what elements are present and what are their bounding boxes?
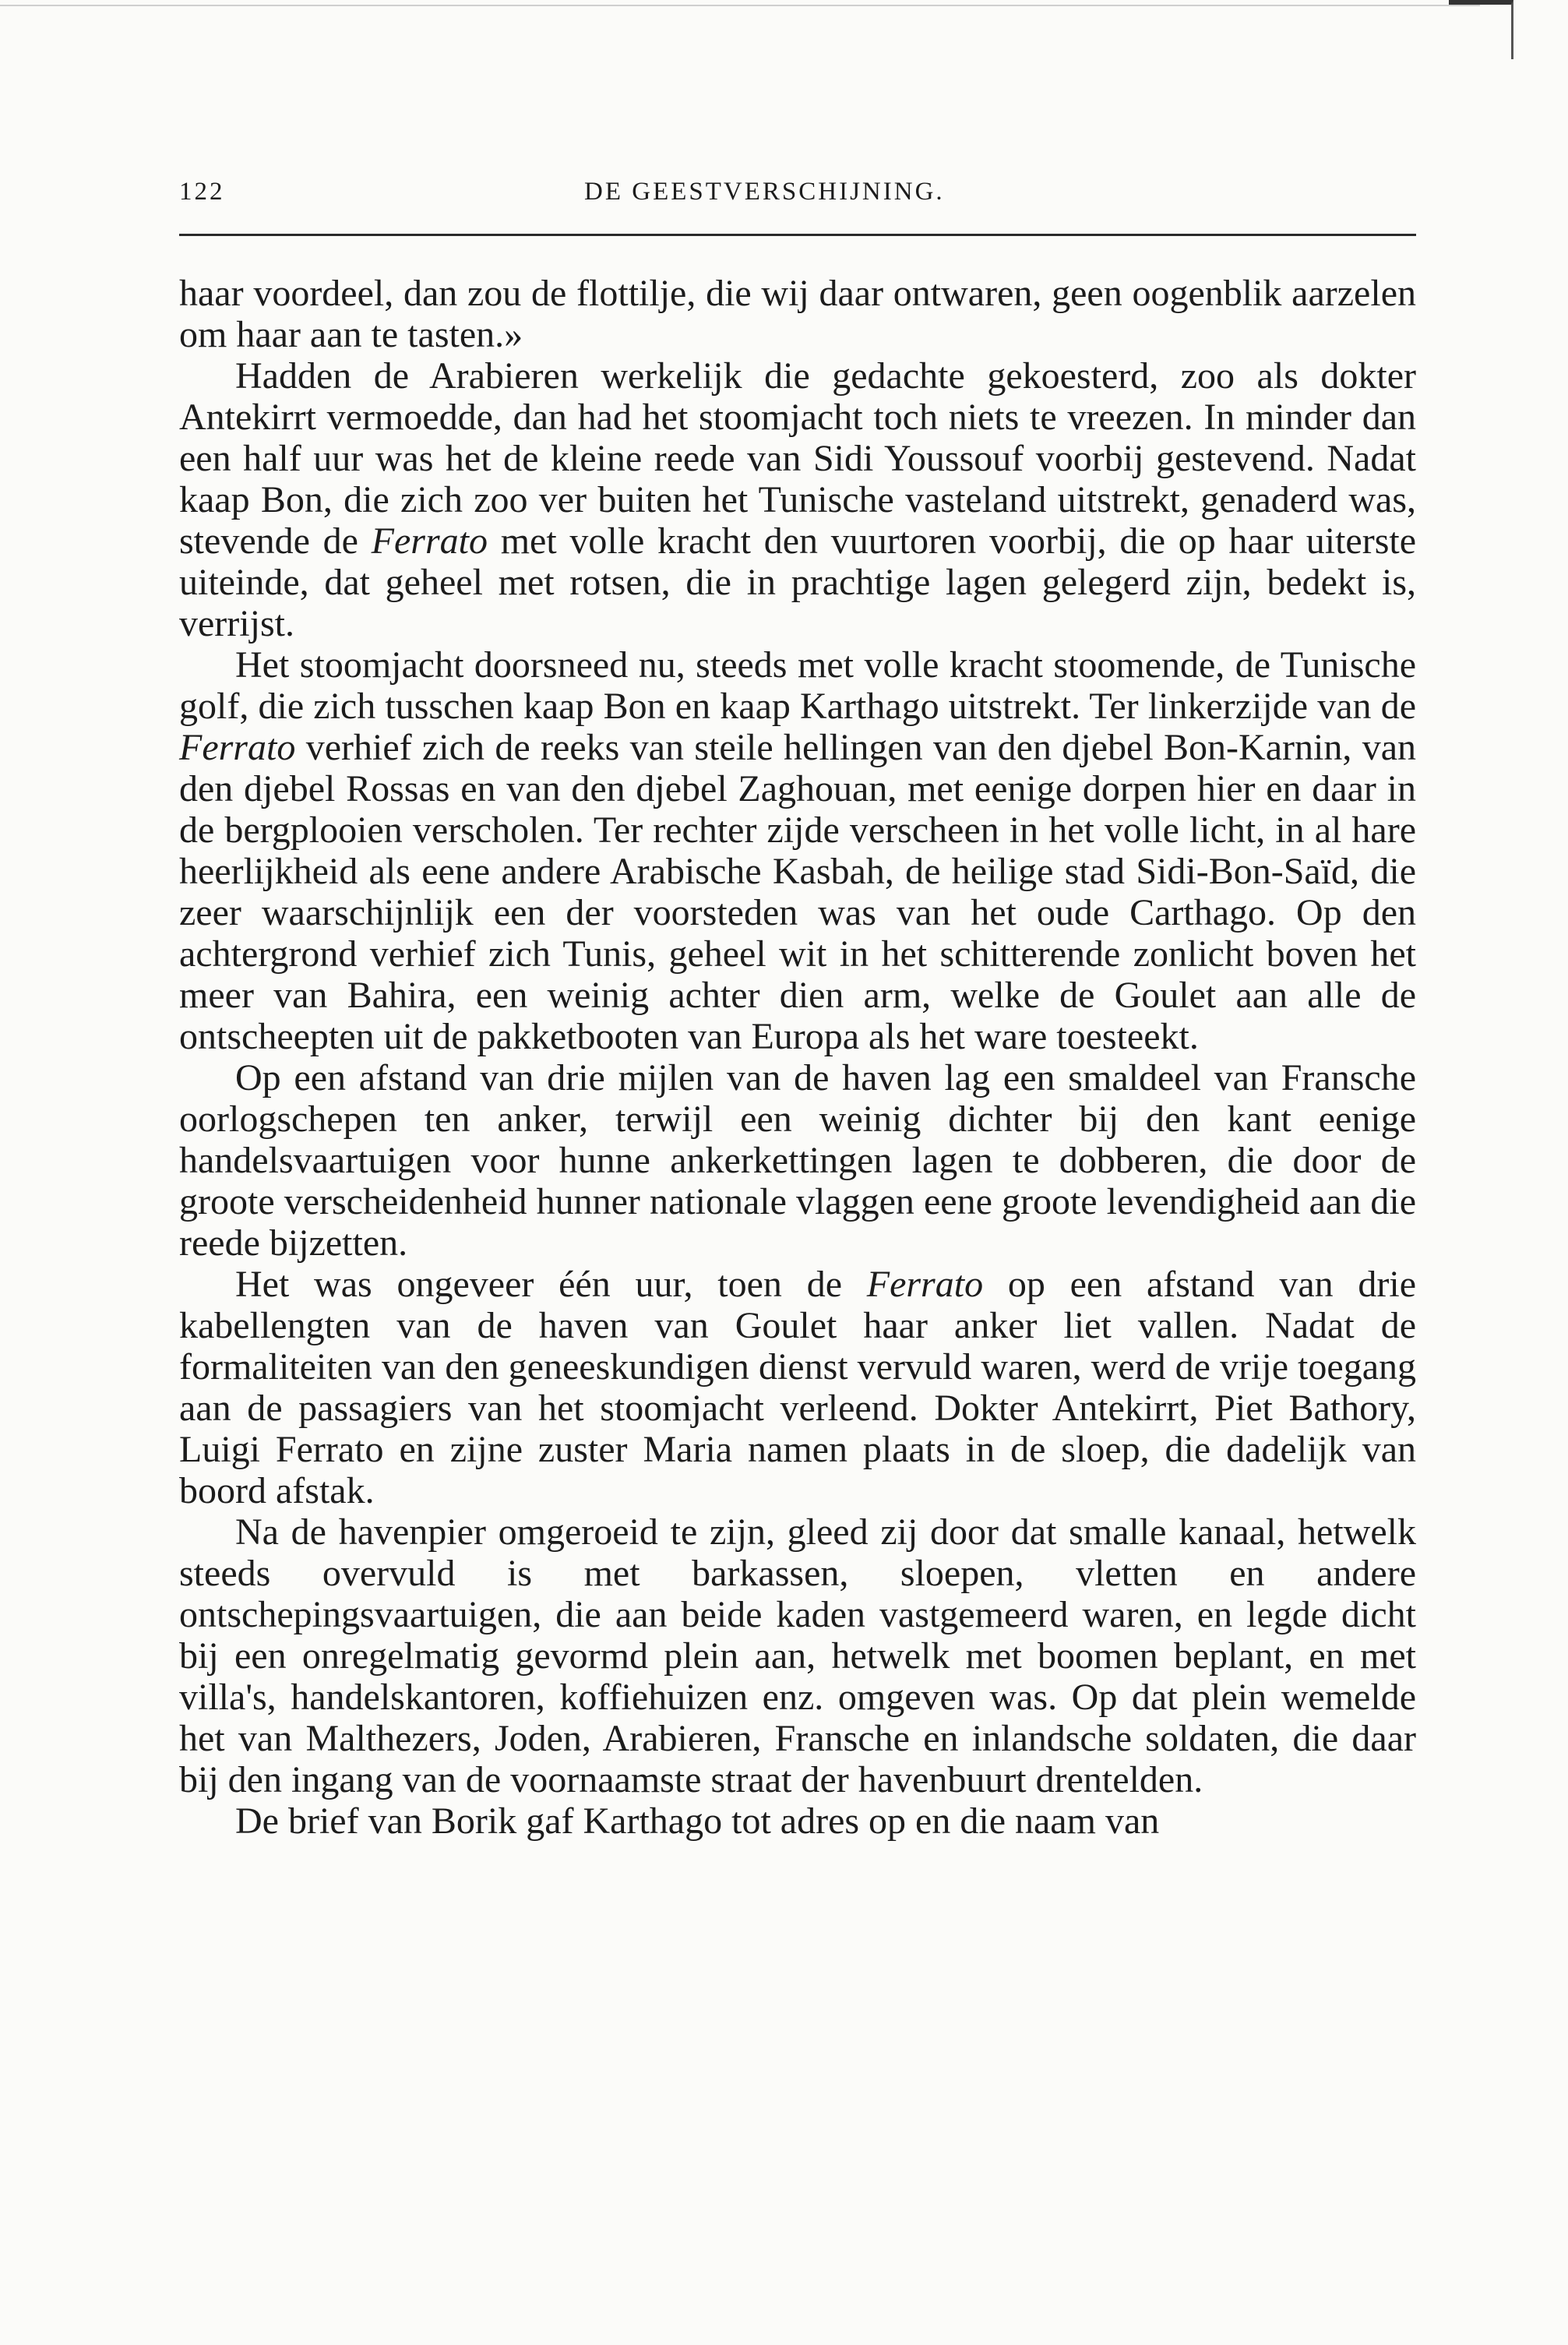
paragraph-text: Hadden de Arabieren werkelijk die gedachte gekoesterd, zoo als dokter Antekirrt vermoedde, dan had het stoomjacht toch niets te vreezen. In minder dan een half uur was het de kleine reede van Sidi Youssouf voorbij gestevend. Nadat kaap Bon, die zich zoo ver buiten het Tunische vasteland uitstrekt, genaderd was, stevende de bbox=[179, 355, 1416, 562]
paragraph-text: Het was ongeveer één uur, toen de bbox=[235, 1264, 867, 1305]
paragraph-text: Op een afstand van drie mijlen van de haven lag een smaldeel van Fransche oorlogschepen ten anker, terwijl een weinig dichter bij den kant eenige handelsvaartuigen voor hunne ankerkettingen lagen te dobberen, die door de groote verscheidenheid hunner nationale vlaggen eene groote levendigheid aan die reede bijzetten. bbox=[179, 1057, 1416, 1264]
ship-name: Ferrato bbox=[866, 1264, 984, 1305]
ship-name: Ferrato bbox=[371, 520, 488, 562]
header-rule bbox=[179, 234, 1416, 236]
paragraph-text: met volle kracht den vuurtoren voorbij, die op haar uiterste uiteinde, dat geheel met rotsen, die in prachtige lagen gelegerd zijn, bedekt is, verrijst. bbox=[179, 520, 1417, 644]
paragraph bbox=[179, 1800, 1416, 1842]
paragraph bbox=[179, 1264, 1416, 1511]
paragraph-text: Na de havenpier omgeroeid te zijn, gleed zij door dat smalle kanaal, hetwelk steeds overvuld is met barkassen, sloepen, vletten en andere ontschepingsvaartuigen, die aan beide kaden vastgemeerd waren, en legde dicht bij een onregelmatig gevormd plein aan, hetwelk met boomen beplant, en met villa's, handelskantoren, koffiehuizen enz. omgeven was. Op dat plein wemelde het van Malthezers, Joden, Arabieren, Fransche en inlandsche soldaten, die daar bij den ingang van de voornaamste straat der havenbuurt drentelden. bbox=[179, 1511, 1416, 1800]
paragraph-text: haar voordeel, dan zou de flottilje, die wij daar ontwaren, geen oogenblik aarzelen om haar aan te tasten.» bbox=[179, 273, 1416, 355]
ship-name: Ferrato bbox=[179, 727, 296, 768]
page-header bbox=[179, 178, 1416, 224]
paragraph bbox=[179, 1511, 1416, 1800]
scan-edge-line bbox=[0, 5, 1480, 6]
scan-corner-mark bbox=[1449, 0, 1513, 59]
paragraph bbox=[179, 1057, 1416, 1264]
paragraph-text: Het stoomjacht doorsneed nu, steeds met volle kracht stoomende, de Tunische golf, die zich tusschen kaap Bon en kaap Karthago uitstrekt. Ter linkerzijde van de bbox=[179, 644, 1416, 727]
paragraph bbox=[179, 355, 1416, 644]
paragraph bbox=[179, 273, 1416, 355]
paragraph-text: verhief zich de reeks van steile hellingen van den djebel Bon-Karnin, van den djebel Rossas en van den djebel Zaghouan, met eenige dorpen hier en daar in de bergplooien verscholen. Ter rechter zijde verscheen in het volle licht, in al hare heerlijkheid als eene andere Arabische Kasbah, de heilige stad Sidi-Bon-Saïd, die zeer waarschijnlijk een der voorsteden was van het oude Carthago. Op den achtergrond verhief zich Tunis, geheel wit in het schitterende zonlicht boven het meer van Bahira, een weinig achter dien arm, welke de Goulet aan alle de ontscheepten uit de pakketbooten van Europa als het ware toesteekt. bbox=[179, 727, 1416, 1057]
paragraph bbox=[179, 644, 1416, 1057]
running-title: DE GEESTVERSCHIJNING. bbox=[584, 178, 945, 206]
page-number: 122 bbox=[179, 178, 225, 206]
paragraph-text: op een afstand van drie kabellengten van de haven van Goulet haar anker liet vallen. Nadat de formaliteiten van den geneeskundigen dienst vervuld waren, werd de vrije toegang aan de passagiers van het stoomjacht verleend. Dokter Antekirrt, Piet Bathory, Luigi Ferrato en zijne zuster Maria namen plaats in de sloep, die dadelijk van boord afstak. bbox=[179, 1264, 1416, 1511]
paragraph-text: De brief van Borik gaf Karthago tot adres op en die naam van bbox=[235, 1800, 1160, 1842]
body-text bbox=[179, 273, 1416, 1842]
